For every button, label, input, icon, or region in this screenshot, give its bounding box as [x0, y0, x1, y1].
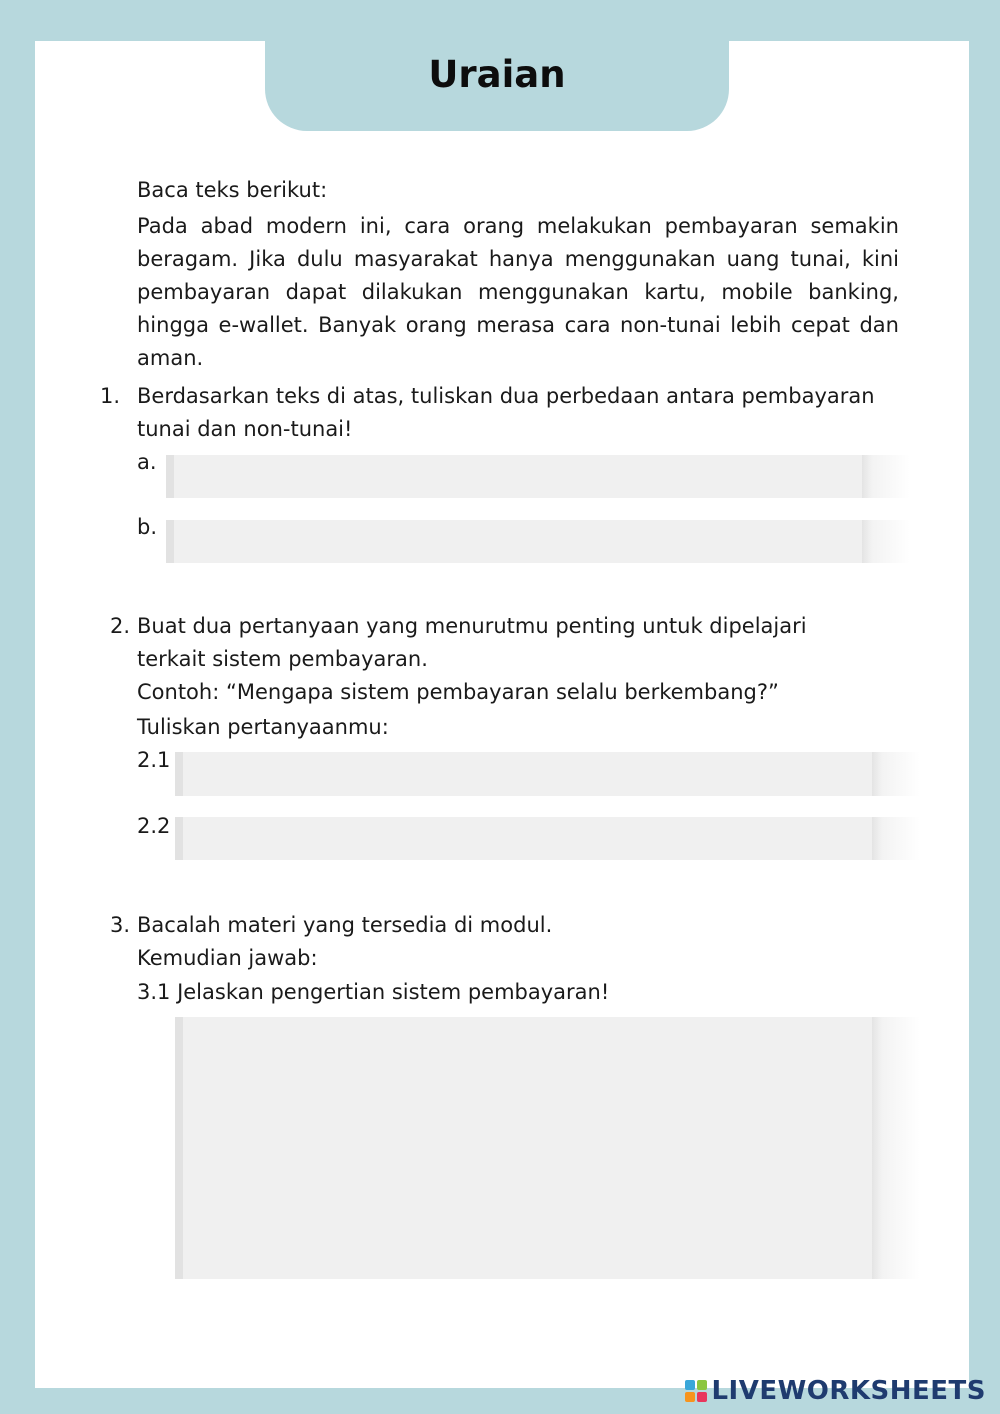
answer-label-b: b. — [137, 515, 158, 539]
question-3-subquestion: 3.1 Jelaskan pengertian sistem pembayaran! — [137, 980, 610, 1004]
logo-tile-i — [697, 1380, 707, 1390]
answer-label-2-1: 2.1 — [137, 748, 171, 772]
answer-field-b[interactable] — [166, 520, 910, 563]
question-2-number: 2. — [109, 614, 130, 638]
question-1-number: 1. — [99, 384, 120, 408]
liveworksheets-logo — [685, 1376, 986, 1406]
question-3-text-line1: Bacalah materi yang tersedia di modul. — [137, 913, 553, 937]
logo-tile-l — [685, 1380, 695, 1390]
logo-icon — [685, 1380, 707, 1402]
question-1-text-line1: Berdasarkan teks di atas, tuliskan dua perbedaan antara pembayaran — [137, 384, 875, 408]
reading-passage: Pada abad modern ini, cara orang melakukan pembayaran semakin beragam. Jika dulu masyarakat hanya menggunakan uang tunai, kini pembayaran dapat dilakukan menggunakan kartu, mobile banking, hingga e-wallet. Banyak orang merasa cara non-tunai lebih cepat dan aman. — [137, 214, 899, 370]
question-3-number: 3. — [109, 913, 130, 937]
question-3-text-line2: Kemudian jawab: — [137, 946, 318, 970]
answer-label-a: a. — [137, 450, 157, 474]
answer-field-2-2[interactable] — [175, 817, 920, 860]
page-title: Uraian — [428, 53, 566, 96]
question-2-text-line1: Buat dua pertanyaan yang menurutmu penting untuk dipelajari — [137, 614, 807, 638]
answer-field-a[interactable] — [166, 455, 910, 498]
question-2-text-line2: terkait sistem pembayaran. — [137, 647, 428, 671]
answer-field-3-1[interactable] — [175, 1017, 920, 1279]
answer-field-2-1[interactable] — [175, 752, 920, 796]
question-1-text-line2: tunai dan non-tunai! — [137, 417, 353, 441]
reading-instruction: Baca teks berikut: — [137, 178, 328, 202]
question-2-example: Contoh: “Mengapa sistem pembayaran selalu berkembang?” — [137, 680, 779, 704]
logo-text: LIVEWORKSHEETS — [711, 1376, 986, 1406]
logo-tile-e — [697, 1392, 707, 1402]
question-2-prompt: Tuliskan pertanyaanmu: — [137, 715, 389, 739]
logo-tile-v — [685, 1392, 695, 1402]
title-banner — [265, 41, 729, 131]
answer-label-2-2: 2.2 — [137, 814, 171, 838]
